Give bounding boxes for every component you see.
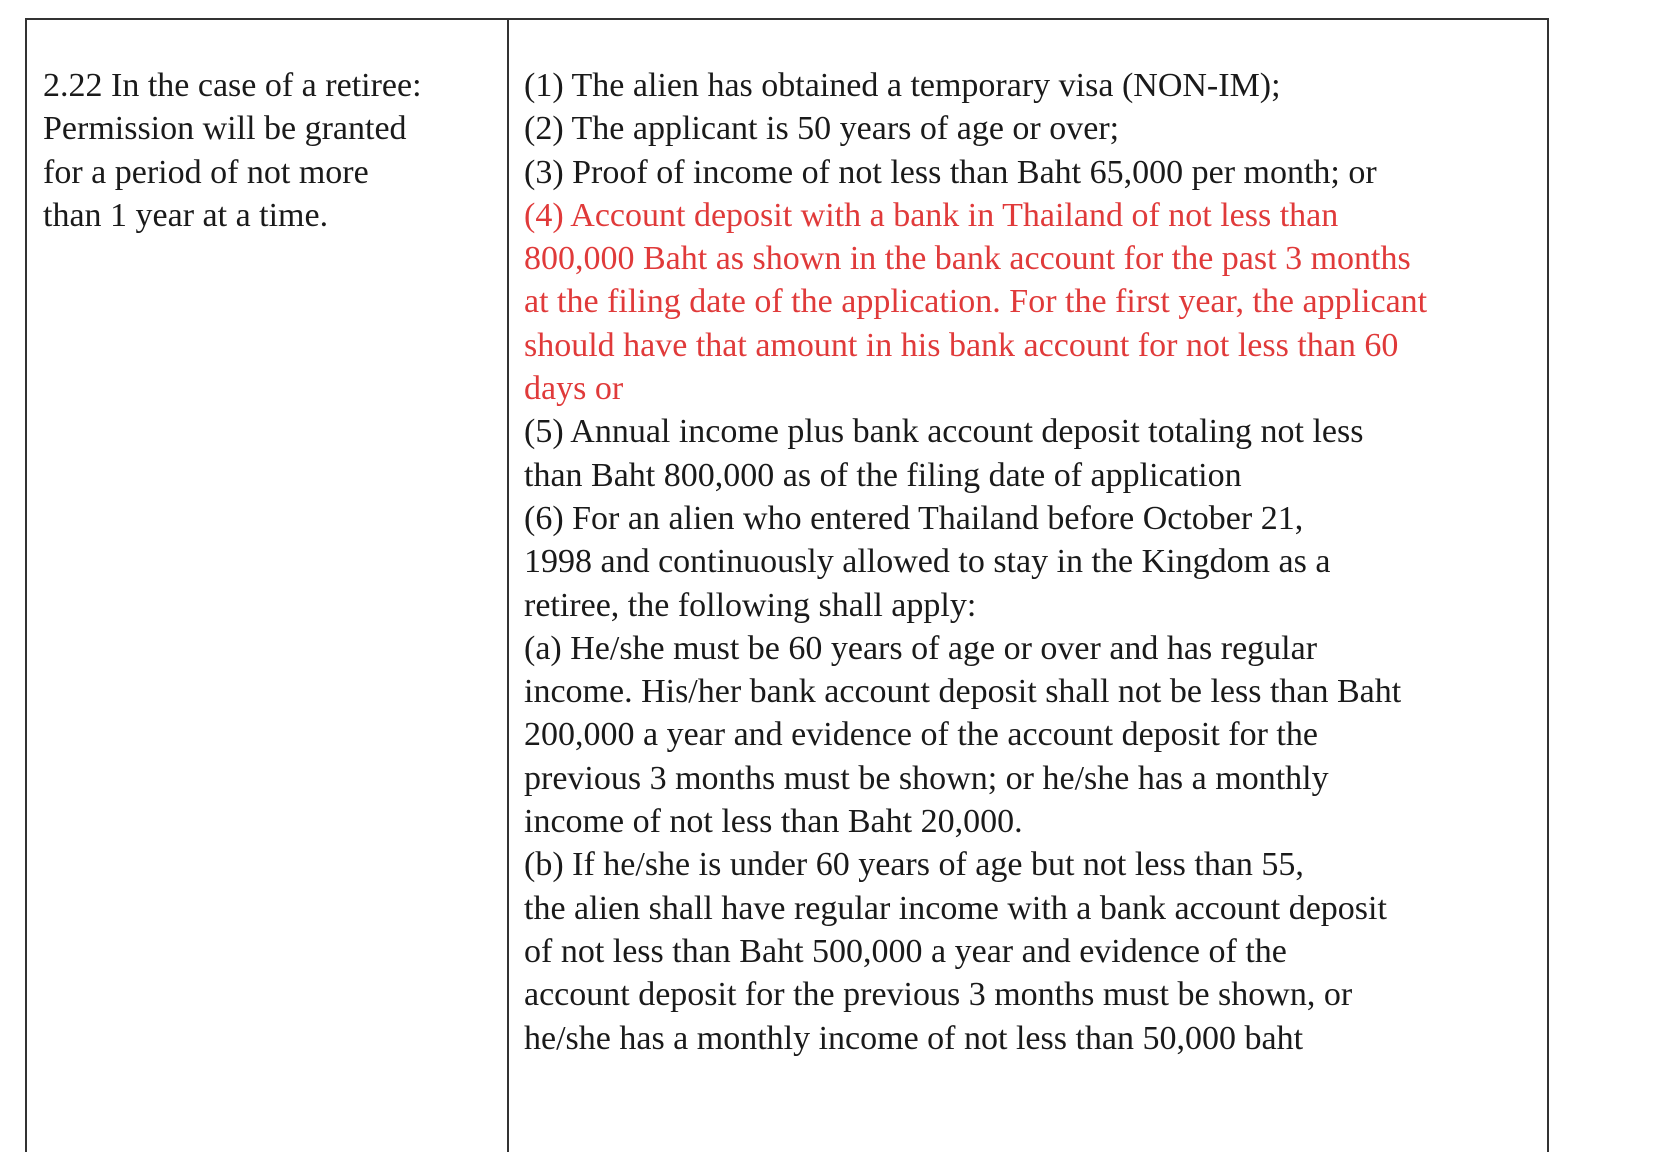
requirement-line: (6) For an alien who entered Thailand before October 21, (524, 499, 1304, 537)
condition-line: than 1 year at a time. (43, 196, 329, 234)
requirement-line: income of not less than Baht 20,000. (524, 803, 1023, 841)
requirement-line: retiree, the following shall apply: (524, 586, 977, 624)
requirement-line: (4) Account deposit with a bank in Thailand of not less than (524, 196, 1339, 234)
requirement-line: the alien shall have regular income with a bank account deposit (524, 889, 1387, 927)
requirement-line: (1) The alien has obtained a temporary visa (NON-IM); (524, 67, 1281, 104)
requirement-2 (524, 107, 1539, 150)
requirement-6a (524, 627, 1539, 843)
requirement-line: of not less than Baht 500,000 a year and evidence of the (524, 932, 1287, 970)
requirement-line: 800,000 Baht as shown in the bank account for the past 3 months (524, 240, 1411, 278)
requirement-line: he/she has a monthly income of not less than 50,000 baht (524, 1019, 1304, 1057)
requirement-line: 1998 and continuously allowed to stay in the Kingdom as a (524, 543, 1331, 581)
requirement-line: at the filing date of the application. For the first year, the applicant (524, 283, 1428, 321)
column-divider (507, 18, 509, 1152)
requirement-6b (524, 843, 1539, 1059)
condition-line: Permission will be granted (43, 110, 407, 148)
requirement-line: income. His/her bank account deposit shall not be less than Baht (524, 673, 1402, 711)
requirement-line: should have that amount in his bank account for not less than 60 (524, 326, 1399, 364)
condition-line: 2.22 In the case of a retiree: (43, 67, 422, 104)
condition-cell (43, 64, 498, 237)
requirement-line: 200,000 a year and evidence of the account deposit for the (524, 716, 1318, 754)
requirement-3 (524, 151, 1539, 194)
requirement-1 (524, 64, 1539, 107)
requirement-line: account deposit for the previous 3 months must be shown, or (524, 976, 1353, 1014)
requirement-line: than Baht 800,000 as of the filing date of application (524, 456, 1242, 494)
requirement-line: (2) The applicant is 50 years of age or over; (524, 110, 1120, 148)
requirement-line: (a) He/she must be 60 years of age or over and has regular (524, 629, 1318, 667)
requirement-line: (b) If he/she is under 60 years of age but not less than 55, (524, 846, 1304, 884)
requirement-4-highlighted (524, 194, 1539, 410)
requirement-5 (524, 410, 1539, 497)
requirements-cell (524, 64, 1539, 1060)
requirement-line: days or (524, 370, 624, 408)
requirement-line: previous 3 months must be shown; or he/she has a monthly (524, 759, 1329, 797)
condition-line: for a period of not more (43, 153, 369, 191)
requirement-line: (3) Proof of income of not less than Baht 65,000 per month; or (524, 153, 1377, 191)
requirement-line: (5) Annual income plus bank account deposit totaling not less (524, 413, 1364, 451)
requirement-6 (524, 497, 1539, 627)
